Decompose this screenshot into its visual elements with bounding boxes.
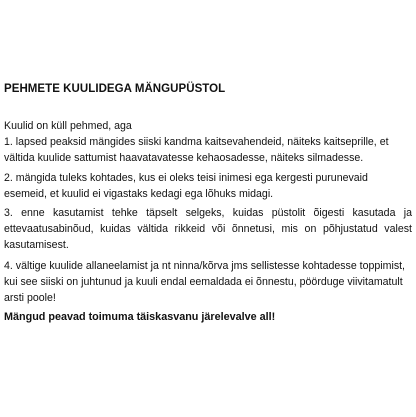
- document-body: [4, 0, 412, 417]
- intro-text: Kuulid on küll pehmed, aga: [4, 120, 132, 132]
- supervision-warning: Mängud peavad toimuma täiskasvanu järelevalve all!: [4, 311, 276, 323]
- safety-point-3: 3. enne kasutamist tehke täpselt selgeks, kuidas püstolit õigesti kasutada ja ettevaatusabinõud, kuidas vältida rikkeid või õnnetusi, mis on põhjustatud valest kasutamisest.: [4, 207, 412, 252]
- safety-point-4: 4. vältige kuulide allaneelamist ja nt ninna/kõrva jms sellistesse kohtadesse toppimist, kui see siiski on juhtunud ja kuuli endal eemaldada ei õnnestu, pöörduge viivitamatult arsti poole!: [4, 260, 406, 305]
- safety-point-1: 1. lapsed peaksid mängides siiski kandma kaitsevahendeid, näiteks kaitseprille, et vältida kuulide sattumist haavatavatesse kehaosadesse, näiteks silmadesse.: [4, 136, 389, 165]
- document-title: PEHMETE KUULIDEGA MÄNGUPÜSTOL: [4, 83, 226, 95]
- safety-point-2: 2. mängida tuleks kohtades, kus ei oleks teisi inimesi ega kergesti purunevaid esemeid, et kuulid ei vigastaks kedagi ega lõhuks midagi.: [4, 172, 368, 201]
